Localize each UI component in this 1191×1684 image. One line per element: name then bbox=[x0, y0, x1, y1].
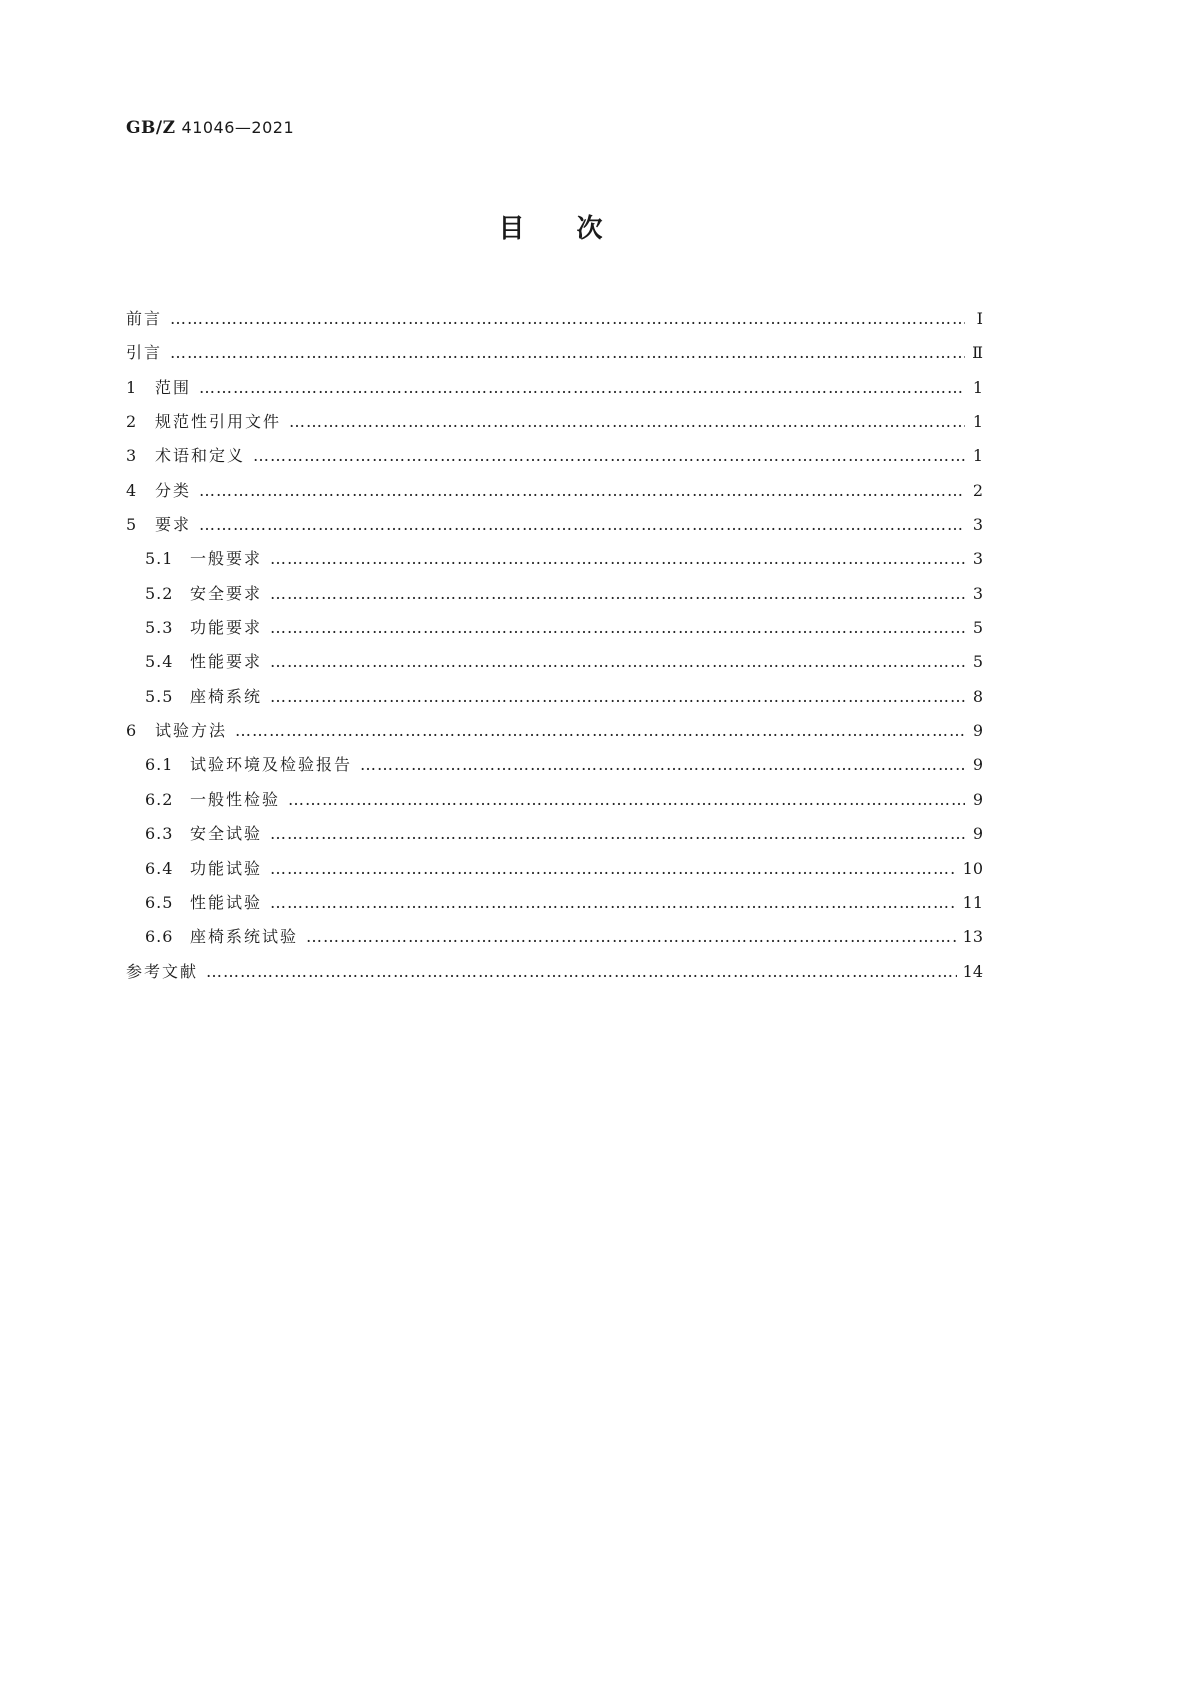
toc-page-number: 9 bbox=[972, 824, 983, 844]
toc-entry-label: 一般要求 bbox=[190, 549, 263, 569]
toc-dot-leader bbox=[170, 302, 965, 336]
toc-entry-label: 参考文献 bbox=[126, 961, 199, 981]
toc-entry-5-5[interactable] bbox=[126, 680, 983, 714]
toc-page-number: Ⅰ bbox=[976, 309, 983, 328]
toc-entry-5-3[interactable] bbox=[126, 611, 983, 645]
toc-dot-leader bbox=[360, 748, 965, 782]
toc-entry-number: 6.3 bbox=[145, 824, 174, 844]
toc-page-number: 11 bbox=[962, 892, 983, 912]
toc-page-number: 1 bbox=[972, 377, 983, 397]
toc-page-number: 9 bbox=[972, 721, 983, 741]
toc-dot-leader bbox=[270, 817, 965, 851]
toc-entry-label: 功能试验 bbox=[190, 858, 263, 878]
standard-number: 41046—2021 bbox=[181, 118, 295, 137]
toc-entry-1[interactable] bbox=[126, 371, 983, 405]
table-of-contents bbox=[126, 302, 983, 989]
toc-entry-number: 3 bbox=[126, 446, 138, 466]
toc-dot-leader bbox=[199, 474, 965, 508]
toc-entry-6-5[interactable] bbox=[126, 886, 983, 920]
toc-entry-number: 6.5 bbox=[145, 892, 174, 912]
toc-entry-number: 5.3 bbox=[145, 618, 174, 638]
toc-dot-leader bbox=[253, 439, 965, 473]
toc-entry-foreword[interactable] bbox=[126, 302, 983, 336]
toc-page-number: 3 bbox=[972, 515, 983, 535]
toc-entry-label: 安全试验 bbox=[190, 824, 263, 844]
toc-entry-6-4[interactable] bbox=[126, 852, 983, 886]
toc-dot-leader bbox=[288, 783, 965, 817]
toc-entry-number: 6.2 bbox=[145, 789, 174, 809]
toc-entry-2[interactable] bbox=[126, 405, 983, 439]
toc-page-number: 13 bbox=[962, 927, 983, 947]
toc-entry-6-6[interactable] bbox=[126, 920, 983, 954]
toc-dot-leader bbox=[270, 611, 965, 645]
toc-entry-5[interactable] bbox=[126, 508, 983, 542]
standard-prefix: GB/Z bbox=[126, 118, 176, 138]
toc-dot-leader bbox=[306, 920, 957, 954]
toc-entry-label: 范围 bbox=[155, 377, 192, 397]
toc-dot-leader bbox=[199, 508, 965, 542]
toc-page-number: 3 bbox=[972, 549, 983, 569]
toc-dot-leader bbox=[235, 714, 965, 748]
toc-dot-leader bbox=[270, 577, 965, 611]
toc-dot-leader bbox=[270, 680, 965, 714]
toc-entry-label: 规范性引用文件 bbox=[155, 412, 282, 432]
page-title: 目次 bbox=[498, 214, 655, 244]
toc-entry-label: 性能试验 bbox=[190, 892, 263, 912]
toc-entry-label: 座椅系统 bbox=[190, 686, 263, 706]
toc-page-number: 10 bbox=[962, 858, 983, 878]
toc-dot-leader bbox=[270, 542, 965, 576]
toc-entry-label: 试验环境及检验报告 bbox=[190, 755, 353, 775]
toc-entry-6-1[interactable] bbox=[126, 748, 983, 782]
toc-entry-label: 一般性检验 bbox=[190, 789, 281, 809]
toc-page-number: 1 bbox=[972, 446, 983, 466]
toc-page-number: 3 bbox=[972, 583, 983, 603]
toc-page-number: 8 bbox=[972, 686, 983, 706]
toc-entry-number: 1 bbox=[126, 377, 138, 397]
toc-entry-number: 2 bbox=[126, 412, 138, 432]
toc-page-number: 5 bbox=[972, 618, 983, 638]
toc-page-number: 1 bbox=[972, 412, 983, 432]
toc-entry-number: 5.1 bbox=[145, 549, 174, 569]
toc-dot-leader bbox=[270, 886, 957, 920]
toc-entry-number: 4 bbox=[126, 480, 138, 500]
toc-entry-5-2[interactable] bbox=[126, 577, 983, 611]
toc-dot-leader bbox=[270, 645, 965, 679]
toc-entry-5-1[interactable] bbox=[126, 542, 983, 576]
toc-entry-number: 6.4 bbox=[145, 858, 174, 878]
toc-entry-number: 5.4 bbox=[145, 652, 174, 672]
toc-entry-bibliography[interactable] bbox=[126, 955, 983, 989]
toc-entry-label: 性能要求 bbox=[190, 652, 263, 672]
toc-entry-4[interactable] bbox=[126, 474, 983, 508]
toc-entry-label: 座椅系统试验 bbox=[190, 927, 299, 947]
toc-dot-leader bbox=[289, 405, 965, 439]
toc-entry-introduction[interactable] bbox=[126, 336, 983, 370]
toc-page-number: Ⅱ bbox=[972, 343, 983, 363]
toc-entry-number: 5 bbox=[126, 515, 138, 535]
toc-entry-number: 6.1 bbox=[145, 755, 174, 775]
toc-entry-label: 试验方法 bbox=[155, 721, 228, 741]
toc-dot-leader bbox=[270, 852, 957, 886]
document-code bbox=[126, 118, 294, 138]
toc-entry-label: 要求 bbox=[155, 515, 192, 535]
toc-page-number: 9 bbox=[972, 755, 983, 775]
toc-entry-label: 分类 bbox=[155, 480, 192, 500]
toc-entry-5-4[interactable] bbox=[126, 645, 983, 679]
toc-entry-6-2[interactable] bbox=[126, 783, 983, 817]
toc-entry-number: 5.5 bbox=[145, 686, 174, 706]
toc-page-number: 5 bbox=[972, 652, 983, 672]
toc-entry-6[interactable] bbox=[126, 714, 983, 748]
toc-page-number: 2 bbox=[972, 480, 983, 500]
toc-entry-label: 前言 bbox=[126, 309, 163, 328]
toc-entry-number: 6.6 bbox=[145, 927, 174, 947]
toc-entry-number: 6 bbox=[126, 721, 138, 741]
toc-dot-leader bbox=[206, 955, 957, 989]
toc-entry-label: 引言 bbox=[126, 343, 163, 363]
toc-page-number: 9 bbox=[972, 789, 983, 809]
toc-entry-3[interactable] bbox=[126, 439, 983, 473]
toc-entry-number: 5.2 bbox=[145, 583, 174, 603]
toc-page-number: 14 bbox=[962, 961, 983, 981]
toc-dot-leader bbox=[170, 336, 965, 370]
toc-entry-label: 功能要求 bbox=[190, 618, 263, 638]
toc-entry-6-3[interactable] bbox=[126, 817, 983, 851]
toc-entry-label: 术语和定义 bbox=[155, 446, 246, 466]
toc-dot-leader bbox=[199, 371, 965, 405]
toc-entry-label: 安全要求 bbox=[190, 583, 263, 603]
